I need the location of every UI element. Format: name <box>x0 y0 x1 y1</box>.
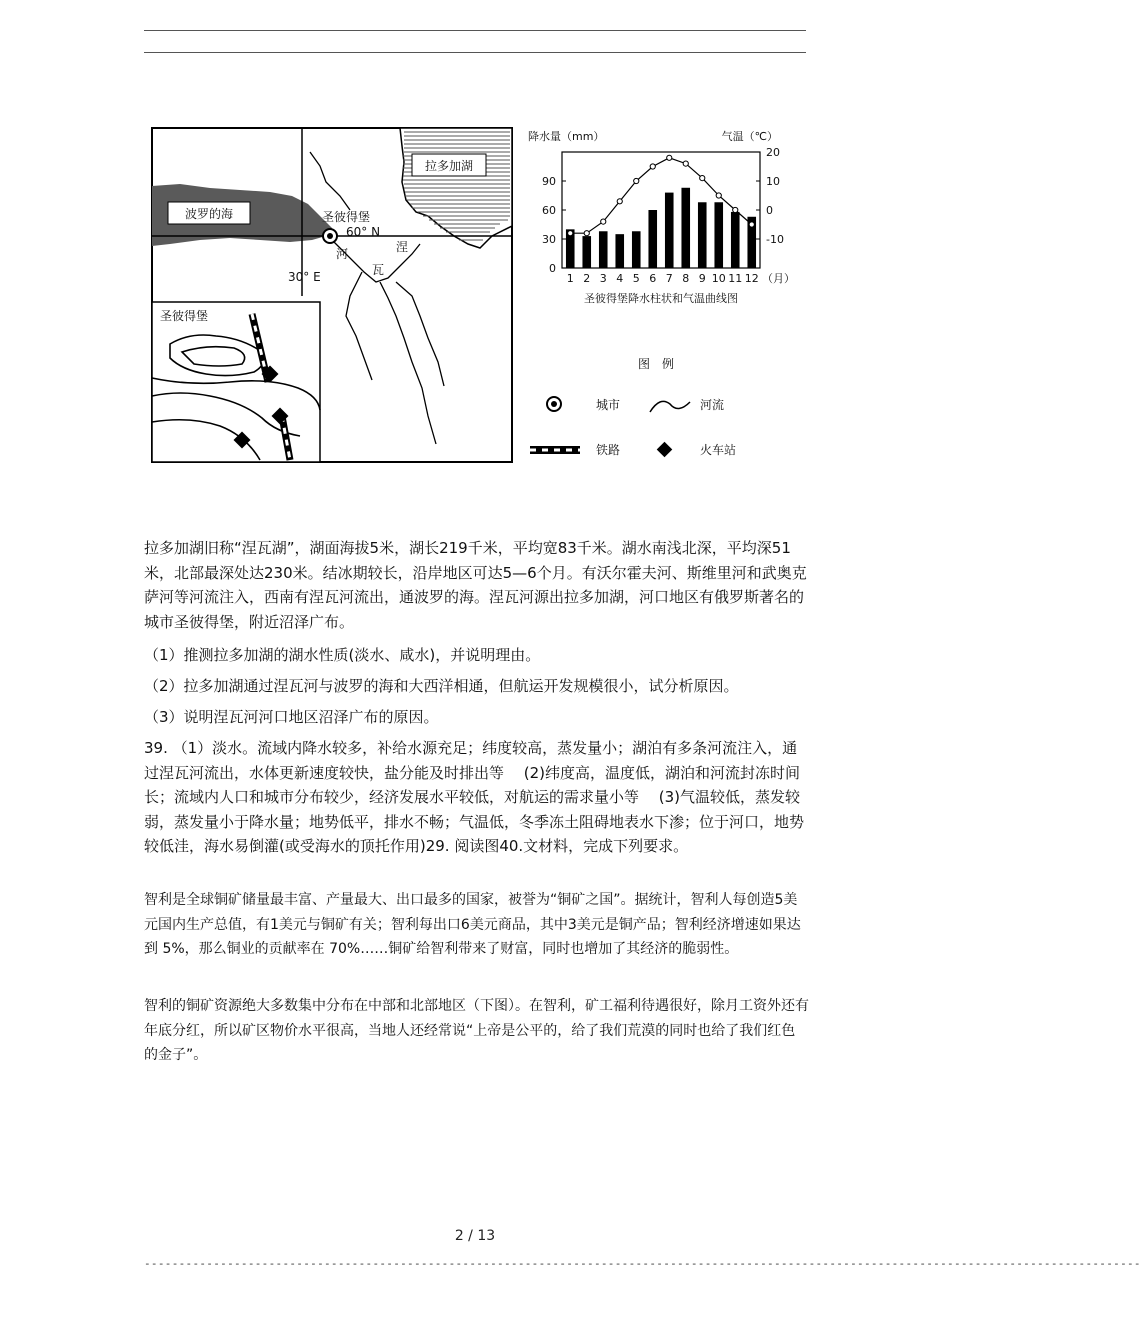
precip-bar <box>582 236 591 268</box>
month-label: 8 <box>682 272 690 285</box>
header-rule-top <box>144 30 806 31</box>
month-label: 10 <box>711 272 726 285</box>
left-tick-label: 0 <box>549 262 556 275</box>
header-rule-bottom <box>144 52 806 53</box>
chile-paragraph-1: 智利是全球铜矿储量最丰富、产量最大、出口最多的国家，被誉为“铜矿之国”。据统计，智利人每创造5美元国内生产总值，有1美元与铜矿有关；智利每出口6美元商品，其中3美元是铜产品；智利经济增速如果达到 5%，那么铜业的贡献率在 70%……铜矿给智利带来了财富，同时也增加了其经济的脆弱性。 <box>144 892 801 957</box>
legend-river-label: 河流 <box>700 398 725 412</box>
legend-station-icon <box>657 442 673 458</box>
temp-point <box>568 231 573 236</box>
left-axis-title: 降水量（mm） <box>528 130 605 143</box>
left-tick-label: 90 <box>542 175 556 188</box>
precip-bar <box>731 212 740 268</box>
temp-point <box>716 193 721 198</box>
question-3: （3）说明涅瓦河河口地区沼泽广布的原因。 <box>144 708 439 726</box>
month-label: 3 <box>599 272 607 285</box>
chile-paragraph-2: 智利的铜矿资源绝大多数集中分布在中部和北部地区（下图）。在智利，矿工福利待遇很好，除月工资外还有年底分红，所以矿区物价水平很高，当地人还经常说“上帝是公平的，给了我们荒漠的同时也给了我们红色的金子”。 <box>144 998 809 1063</box>
sea-label: 波罗的海 <box>184 207 234 221</box>
city-st-petersburg-icon <box>323 229 337 243</box>
temp-point <box>700 176 705 181</box>
city-label: 圣彼得堡 <box>321 210 371 224</box>
inset-label: 圣彼得堡 <box>160 309 209 323</box>
intro-paragraph: 拉多加湖旧称“涅瓦湖”，湖面海拔5米，湖长219千米，平均宽83千米。湖水南浅北深，平均深51米，北部最深处达230米。结冰期较长，沿岸地区可达5—6个月。有沃尔霍夫河、斯维里河和武奥克萨河等河流注入，西南有涅瓦河流出，通波罗的海。涅瓦河源出拉多加湖，河口地区有俄罗斯著名的城市圣彼得堡，附近沼泽广布。 <box>144 539 807 631</box>
temp-point <box>584 231 589 236</box>
climate-chart <box>528 129 795 305</box>
month-labels <box>567 272 759 285</box>
month-label: 5 <box>632 272 640 285</box>
figure <box>150 126 795 466</box>
right-tick-label: 0 <box>766 204 773 217</box>
month-label: 6 <box>649 272 657 285</box>
precip-bar <box>698 202 707 268</box>
precip-bar <box>615 234 624 268</box>
page-number: 2 / 13 <box>454 1228 496 1244</box>
river-char-2: 瓦 <box>372 263 385 277</box>
legend-railway-label: 铁路 <box>596 443 621 457</box>
temp-point <box>617 199 622 204</box>
legend-city-label: 城市 <box>596 398 621 412</box>
question-2: （2）拉多加湖通过涅瓦河与波罗的海和大西洋相通，但航运开发规模很小，试分析原因。 <box>144 677 739 695</box>
question-1: （1）推测拉多加湖的湖水性质(淡水、咸水)，并说明理由。 <box>144 646 541 664</box>
legend-title: 图 例 <box>638 357 675 371</box>
right-tick-label: 20 <box>766 146 780 159</box>
month-label: 11 <box>728 272 743 285</box>
right-tick-label: 10 <box>766 175 780 188</box>
month-label: 7 <box>665 272 673 285</box>
month-label: 4 <box>616 272 624 285</box>
temp-point <box>601 219 606 224</box>
temp-point <box>650 164 655 169</box>
temp-point <box>634 178 639 183</box>
lat-label: 60° N <box>346 225 381 239</box>
legend <box>530 356 736 457</box>
inset-map <box>152 302 320 462</box>
month-label: 1 <box>566 272 574 285</box>
temp-point <box>683 161 688 166</box>
legend-river-icon <box>650 401 690 412</box>
precip-bar <box>632 231 641 268</box>
river-char-1: 涅 <box>396 240 409 254</box>
month-label: 12 <box>744 272 759 285</box>
footer-dashed-line: ------------------------------------------------------------------------------------------------------------------------------------------------ <box>144 1257 1141 1270</box>
lake-label: 拉多加湖 <box>424 159 474 173</box>
month-label: 2 <box>583 272 591 285</box>
precip-bar <box>648 210 657 268</box>
map <box>152 128 512 462</box>
precip-bar <box>599 231 608 268</box>
temp-point <box>667 155 672 160</box>
answer-paragraph: 39. （1）淡水。流域内降水较多，补给水源充足；纬度较高，蒸发量小；湖泊有多条河流注入，通过涅瓦河流出，水体更新速度较快，盐分能及时排出等 (2)纬度高，温度低，湖泊和河流封冻时间长；流域内人口和城市分布较少，经济发展水平较低，对航运的需求量小等 (3)气温较低，蒸发较弱，蒸发量小于降水量；地势低平，排水不畅；气温低，冬季冻土阻碍地表水下渗；位于河口，地势较低洼，海水易倒灌(或受海水的顶托作用)29. 阅读图40.文材料，完成下列要求。 <box>144 739 805 855</box>
lon-label: 30° E <box>288 270 321 284</box>
river-char-3: 河 <box>336 247 349 261</box>
temp-point <box>733 207 738 212</box>
plot-area <box>562 152 760 268</box>
month-label: 9 <box>698 272 706 285</box>
temp-point <box>749 222 754 227</box>
legend-railway-icon <box>530 446 580 454</box>
left-tick-label: 60 <box>542 204 556 217</box>
precip-bar <box>714 202 723 268</box>
right-axis-title: 气温（℃） <box>721 130 778 143</box>
legend-station-label: 火车站 <box>700 443 737 457</box>
chart-caption: 圣彼得堡降水柱状和气温曲线图 <box>584 292 738 305</box>
right-tick-label: -10 <box>766 233 784 246</box>
precip-bar <box>665 193 674 268</box>
precip-bar <box>681 188 690 268</box>
month-unit: （月） <box>762 272 795 285</box>
legend-city-icon <box>547 397 561 411</box>
left-tick-label: 30 <box>542 233 556 246</box>
